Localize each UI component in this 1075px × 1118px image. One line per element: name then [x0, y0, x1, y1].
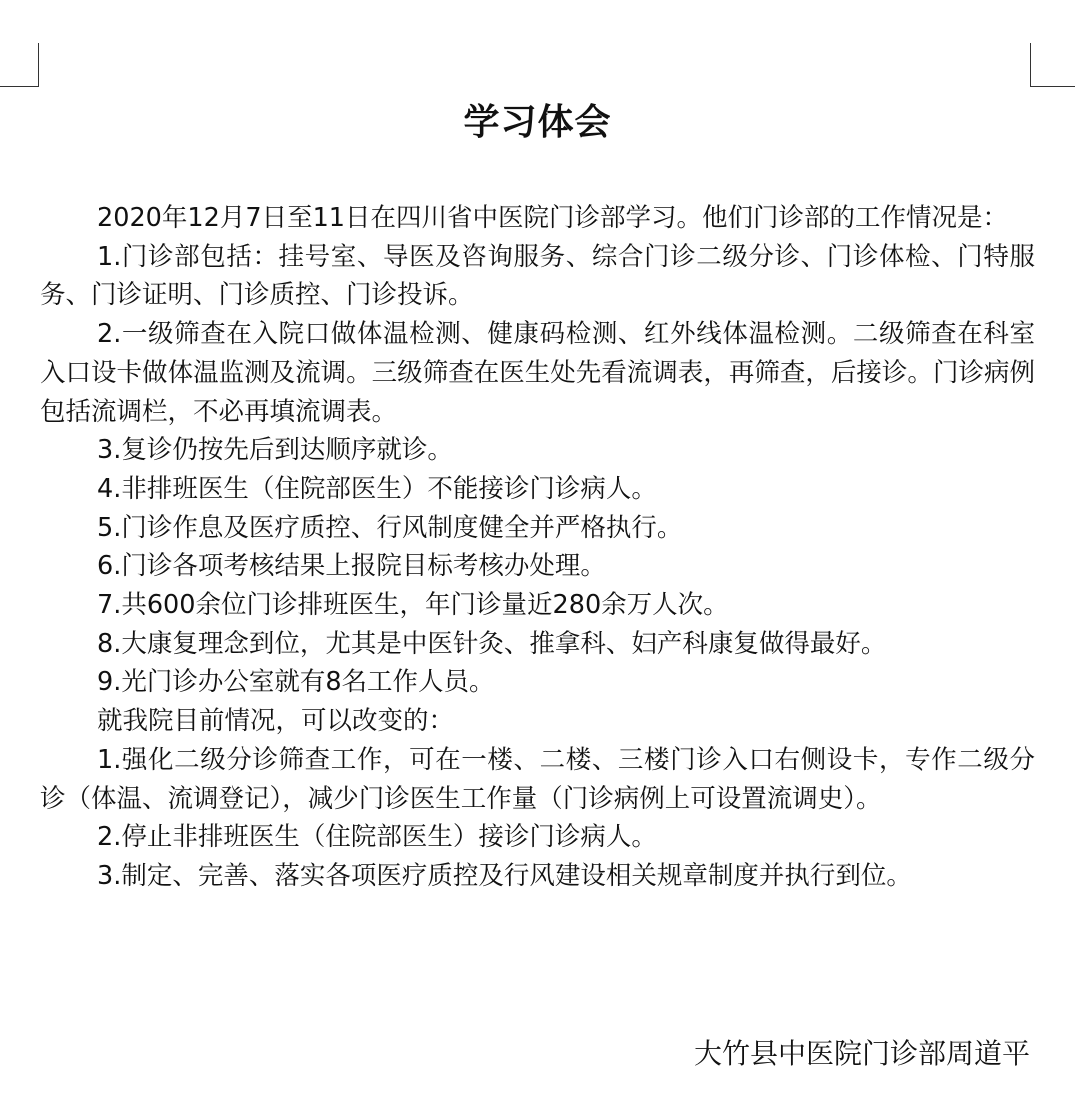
paragraph-item-1: 1.门诊部包括：挂号室、导医及咨询服务、综合门诊二级分诊、门诊体检、门特服务、门诊证明、门诊质控、门诊投诉。	[40, 241, 1035, 311]
paragraph-improvement-1: 1.强化二级分诊筛查工作，可在一楼、二楼、三楼门诊入口右侧设卡，专作二级分诊（体温、流调登记），减少门诊医生工作量（门诊病例上可设置流调史）。	[40, 744, 1035, 814]
paragraph-item-2: 2.一级筛查在入院口做体温检测、健康码检测、红外线体温检测。二级筛查在科室入口设卡做体温监测及流调。三级筛查在医生处先看流调表，再筛查，后接诊。门诊病例包括流调栏，不必再填流调表。	[40, 319, 1035, 427]
paragraph-item-7: 7.共600余位门诊排班医生，年门诊量近280余万人次。	[97, 590, 729, 621]
paragraph-item-9: 9.光门诊办公室就有8名工作人员。	[97, 667, 495, 698]
paragraph-item-3: 3.复诊仍按先后到达顺序就诊。	[97, 435, 453, 466]
signature: 大竹县中医院门诊部周道平	[693, 1037, 1030, 1070]
document-body	[40, 199, 1035, 896]
paragraph-item-8: 8.大康复理念到位，尤其是中医针灸、推拿科、妇产科康复做得最好。	[97, 628, 887, 659]
paragraph-improvements-intro: 就我院目前情况，可以改变的：	[97, 706, 455, 737]
paragraph-item-5: 5.门诊作息及医疗质控、行风制度健全并严格执行。	[97, 512, 683, 543]
paragraph-item-6: 6.门诊各项考核结果上报院目标考核办处理。	[97, 551, 606, 582]
crop-mark-top-right	[1030, 43, 1075, 87]
paragraph-improvement-3: 3.制定、完善、落实各项医疗质控及行风建设相关规章制度并执行到位。	[97, 860, 912, 891]
crop-mark-top-left	[0, 43, 39, 87]
paragraph-intro: 2020年12月7日至11日在四川省中医院门诊部学习。他们门诊部的工作情况是：	[97, 203, 1009, 233]
paragraph-improvement-2: 2.停止非排班医生（住院部医生）接诊门诊病人。	[97, 822, 657, 853]
paragraph-item-4: 4.非排班医生（住院部医生）不能接诊门诊病人。	[97, 473, 657, 504]
document-title: 学习体会	[463, 102, 612, 143]
